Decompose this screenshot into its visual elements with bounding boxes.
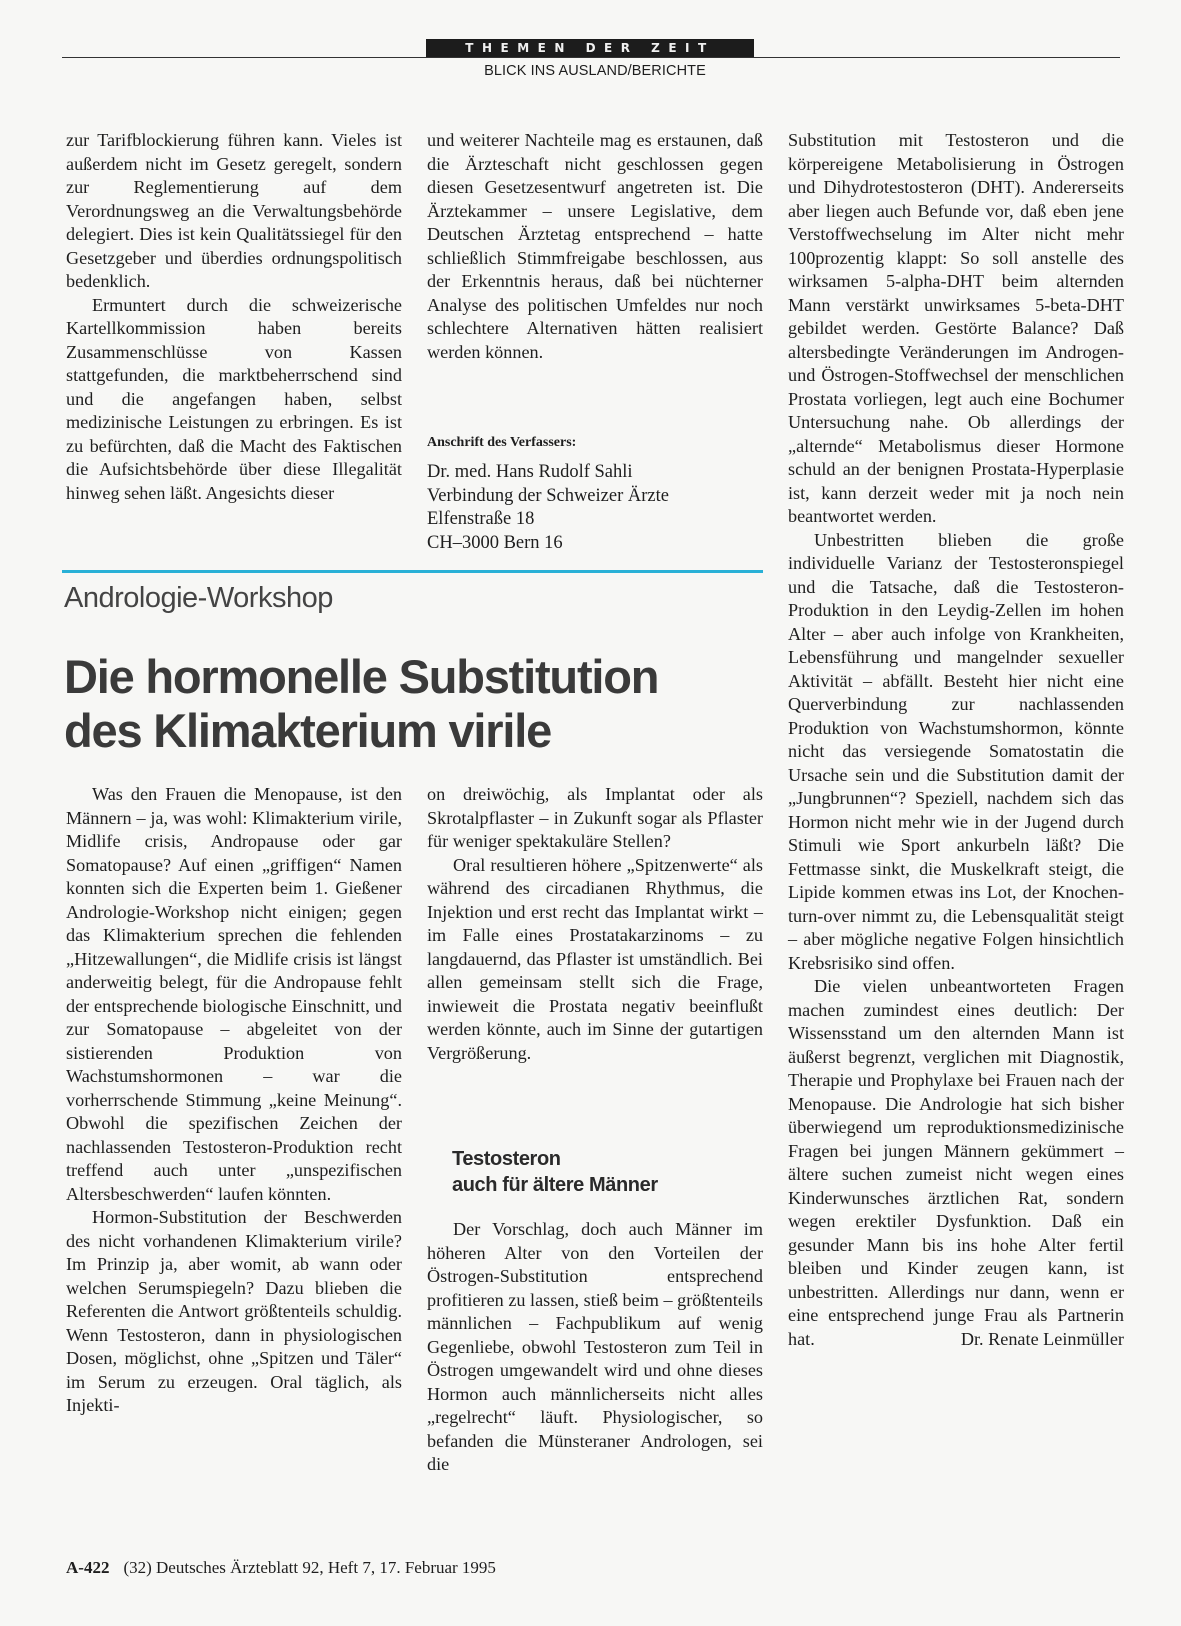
subheading-line: auch für ältere Männer [452, 1174, 658, 1196]
article-divider [62, 570, 763, 573]
article1-column-1 [66, 129, 402, 505]
citation: (32) Deutsches Ärzteblatt 92, Heft 7, 17. Februar 1995 [123, 1558, 496, 1577]
paragraph: Oral resultieren höhere „Spitzenwerte“ als während des circadianen Rhythmus, die Injektion und erst recht das Implantat wirkt – im Falle eines Prostatakarzinoms – zu langdauernd, das Pflaster ist umständlich. Bei allen gemeinsam stellt sich die Frage, inwieweit die Prostata negativ beeinflußt werden könnte, auch im Sinne der gutartigen Vergrößerung. [427, 854, 763, 1063]
address-line: Verbindung der Schweizer Ärzte [427, 485, 669, 506]
author-address [427, 461, 669, 555]
paragraph: zur Tarifblockierung führen kann. Vieles ist außerdem nicht im Gesetz geregelt, sondern zur Reglementierung auf dem Verordnungsweg an die Verwaltungsbehörde delegiert. Dies ist kein Qualitätssiegel für den Gesetzgeber und überdies ordnungspolitisch bedenklich. [66, 130, 402, 291]
page-number: A-422 [66, 1558, 110, 1577]
section-banner: THEMEN DER ZEIT [426, 39, 754, 58]
article-headline [64, 650, 764, 758]
header-rule [62, 57, 1120, 58]
paragraph: Unbestritten blieben die große individuelle Varianz der Testosteronspiegel und die Tatsache, daß die Testosteron-Produktion in den Leydig-Zellen im hohen Alter – aber auch infolge von Krankheiten, Lebensführung und mangelnder sexueller Aktivität – abfällt. Besteht hier nicht eine Querverbindung zur nachlassenden Produktion von Wachstumshormon, könnte nicht das versiegende Somatostatin die Ursache sein und die Substitution damit der „Jungbrunnen“? Speziell, nachdem sich das Hormon nicht mehr wie in der Jugend durch Stimuli wie Sport ankurbeln läßt? Die Fettmasse sinkt, die Muskelkraft steigt, die Lipide kommen etwas ins Lot, der Knochen-turn-over nimmt zu, die Lebensqualität steigt – aber mögliche negative Folgen hinsichtlich Krebsrisiko sind offen. [788, 529, 1124, 973]
article-kicker: Andrologie-Workshop [64, 582, 333, 614]
headline-line: Die hormonelle Substitution [64, 650, 659, 703]
subheading-line: Testosteron [452, 1148, 561, 1170]
article2-column-2 [427, 783, 763, 1065]
paragraph: Hormon-Substitution der Beschwerden des nicht vorhandenen Klimakterium virile? Im Prinzip ja, aber womit, ab wann oder welchen Serumspiegeln? Dazu blieben die Referenten die Antwort größtenteils schuldig. Wenn Testosteron, dann in physiologischen Dosen, möglichst, ohne „Spitzen und Täler“ im Serum zu erzeugen. Oral täglich, als Injekti- [66, 1207, 402, 1415]
address-line: Elfenstraße 18 [427, 509, 535, 529]
paragraph: und weiterer Nachteile mag es erstaunen, daß die Ärzteschaft nicht geschlossen gegen diesen Gesetzesentwurf angetreten ist. Die Ärztekammer – unsere Legislative, dem Deutschen Ärztetag entsprechend – hatte schließlich Stimmfreigabe beschlossen, aus der Erkenntnis heraus, daß bei nüchterner Analyse des politischen Umfeldes nur noch schlechtere Alternativen hätten realisiert werden können. [427, 130, 763, 362]
address-line: Dr. med. Hans Rudolf Sahli [427, 462, 633, 482]
article2-column-1 [66, 783, 402, 1418]
address-heading: Anschrift des Verfassers: [427, 435, 577, 450]
address-line: CH–3000 Bern 16 [427, 532, 563, 553]
article1-column-2 [427, 129, 763, 364]
article-column-3 [788, 129, 1124, 1351]
paragraph: Was den Frauen die Menopause, ist den Männern – ja, was wohl: Klimakterium virile, Midlife crisis, Andropause oder gar Somatopause? Auf einen „griffigen“ Namen konnten sich die Experten beim 1. Gießener Andrologie-Workshop nicht einigen; gegen das Klimakterium sprechen die fehlenden „Hitzewallungen“, die Midlife crisis ist längst anderweitig belegt, für die Andropause fehlt der entsprechende biologische Einschnitt, und zur Somatopause – abgeleitet von der sistierenden Produktion von Wachstumshormonen – war die vorherrschende Stimmung „keine Meinung“. Obwohl die spezifischen Zeichen der nachlassenden Testosteron-Produktion recht treffend auch unter „unspezifischen Altersbeschwerden“ laufen könnten. [66, 784, 402, 1204]
page-footer [66, 1558, 496, 1578]
subheading [452, 1146, 762, 1198]
article-author: Dr. Renate Leinmüller [960, 1328, 1124, 1349]
paragraph: Substitution mit Testosteron und die körpereigene Metabolisierung in Östrogen und Dihydrotestosteron (DHT). Andererseits aber liegen auch Befunde vor, daß eben jene Verstoffwechselung im Alter nicht mehr 100prozentig klappt: So soll anstelle des wirksamen 5-alpha-DHT beim alternden Mann verstärkt unwirksames 5-beta-DHT gebildet werden. Gestörte Balance? Daß altersbedingte Veränderungen im Androgen- und Östrogen-Stoffwechsel der menschlichen Prostata vorliegen, legt auch eine Bochumer Untersuchung nahe. Ob allerdings der „alternde“ Metabolismus dieser Hormone schuld an der benignen Prostata-Hyperplasie ist, kann derzeit weder mit ja noch nein beantwortet werden. [788, 130, 1124, 526]
paragraph [788, 975, 1124, 1351]
paragraph-text: Die vielen unbeantworteten Fragen machen zumindest eines deutlich: Der Wissensstand um den alternden Mann ist äußerst begrenzt, verglichen mit Diagnostik, Therapie und Prophylaxe bei Frauen nach der Menopause. Die Andrologie hat sich bisher überwiegend um reproduktionsmedizinische Fragen bei jungen Männern gekümmert – ältere suchen zumeist nicht wegen eines Kinderwunsches ärztlichen Rat, sondern wegen erektiler Dysfunktion. Daß ein gesunder Mann bis ins hohe Alter fertil bleiben und Kinder zeugen kann, ist unbestritten. Allerdings nur dann, wenn er eine entsprechend junge Frau als Partnerin hat. [788, 976, 1124, 1349]
paragraph: Ermuntert durch die schweizerische Kartellkommission haben bereits Zusammenschlüsse von Kassen stattgefunden, die marktbeherrschend sind und die angefangen haben, selbst medizinische Leistungen zu erbringen. Es ist zu befürchten, daß die Macht des Faktischen die Aufsichtsbehörde über diese Illegalität hinweg sehen läßt. Angesichts dieser [66, 294, 402, 503]
paragraph: Der Vorschlag, doch auch Männer im höheren Alter von den Vorteilen der Östrogen-Substitution entsprechend profitieren zu lassen, stieß beim – größtenteils männlichen – Fachpublikum auf wenig Gegenliebe, obwohl Testosteron zum Teil in Östrogen umgewandelt wird und ohne dieses Hormon auch männlicherseits nicht alles „regelrecht“ läuft. Physiologischer, so befanden die Münsteraner Andrologen, sei die [427, 1219, 763, 1474]
paragraph: on dreiwöchig, als Implantat oder als Skrotalpflaster – in Zukunft sogar als Pflaster für weniger spektakuläre Stellen? [427, 784, 763, 851]
headline-line: des Klimakterium virile [64, 704, 552, 757]
subsection-title: BLICK INS AUSLAND/BERICHTE [484, 63, 706, 79]
article2-column-2b [427, 1218, 763, 1477]
